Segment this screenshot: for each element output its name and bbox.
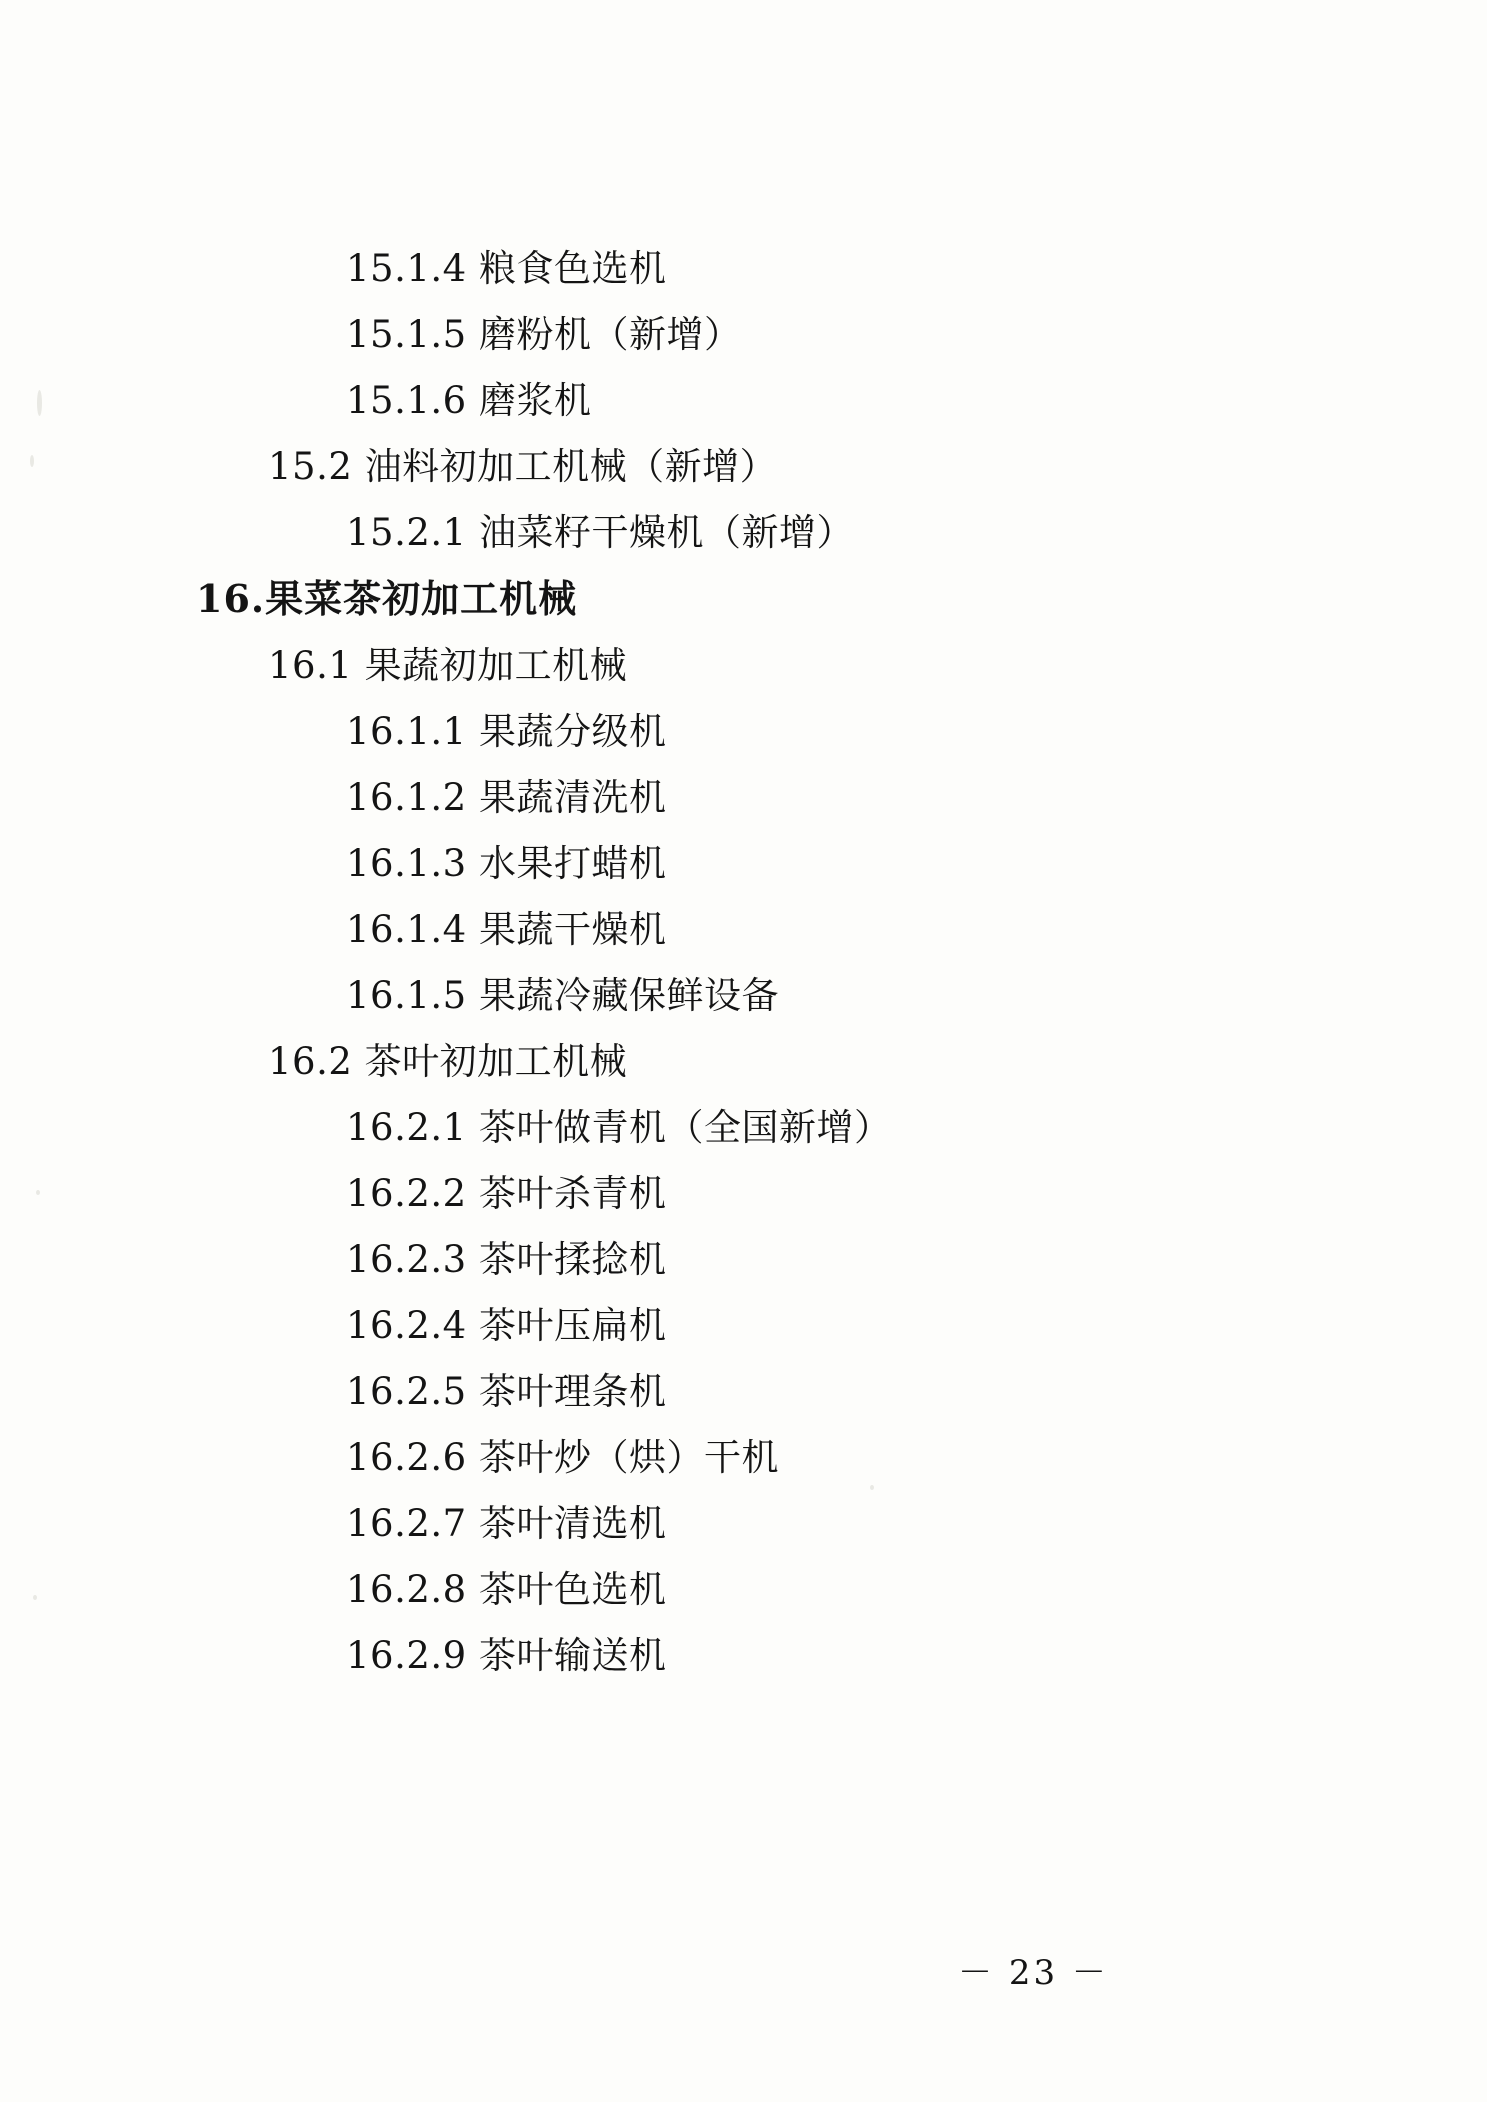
outline-entry: 15.1.4 粮食色选机 <box>346 247 667 290</box>
outline-entry: 16.2.7 茶叶清选机 <box>346 1502 667 1545</box>
outline-entry: 15.2.1 油菜籽干燥机（新增） <box>346 511 854 554</box>
outline-entry: 16.2.2 茶叶杀青机 <box>346 1172 667 1215</box>
outline-entry: 16.2.1 茶叶做青机（全国新增） <box>346 1106 892 1149</box>
outline-entry: 16.1.5 果蔬冷藏保鲜设备 <box>346 974 779 1017</box>
outline-entry: 16.2.5 茶叶理条机 <box>346 1370 667 1413</box>
outline-entry: 16.1.2 果蔬清洗机 <box>346 776 667 819</box>
outline-entry: 16.2 茶叶初加工机械 <box>268 1040 628 1083</box>
outline-entry: 15.1.5 磨粉机（新增） <box>346 313 742 356</box>
outline-entry: 16.1.4 果蔬干燥机 <box>346 908 667 951</box>
outline-entry: 16.2.8 茶叶色选机 <box>346 1568 667 1611</box>
outline-entry: 16.2.4 茶叶压扁机 <box>346 1304 667 1347</box>
page-number <box>0 1945 1487 1994</box>
page-number-label: － 23 － <box>958 1953 1109 1993</box>
outline-entry: 16.2.9 茶叶输送机 <box>346 1634 667 1677</box>
outline-entry: 16.1 果蔬初加工机械 <box>268 644 628 687</box>
outline-entry: 16.1.1 果蔬分级机 <box>346 710 667 753</box>
outline-entry: 16.2.6 茶叶炒（烘）干机 <box>346 1436 779 1479</box>
outline-entry: 15.1.6 磨浆机 <box>346 379 592 422</box>
outline-entry: 16.2.3 茶叶揉捻机 <box>346 1238 667 1281</box>
section-heading: 16.果菜茶初加工机械 <box>196 576 578 621</box>
outline-entry: 15.2 油料初加工机械（新增） <box>268 445 778 488</box>
outline-entry: 16.1.3 水果打蜡机 <box>346 842 667 885</box>
